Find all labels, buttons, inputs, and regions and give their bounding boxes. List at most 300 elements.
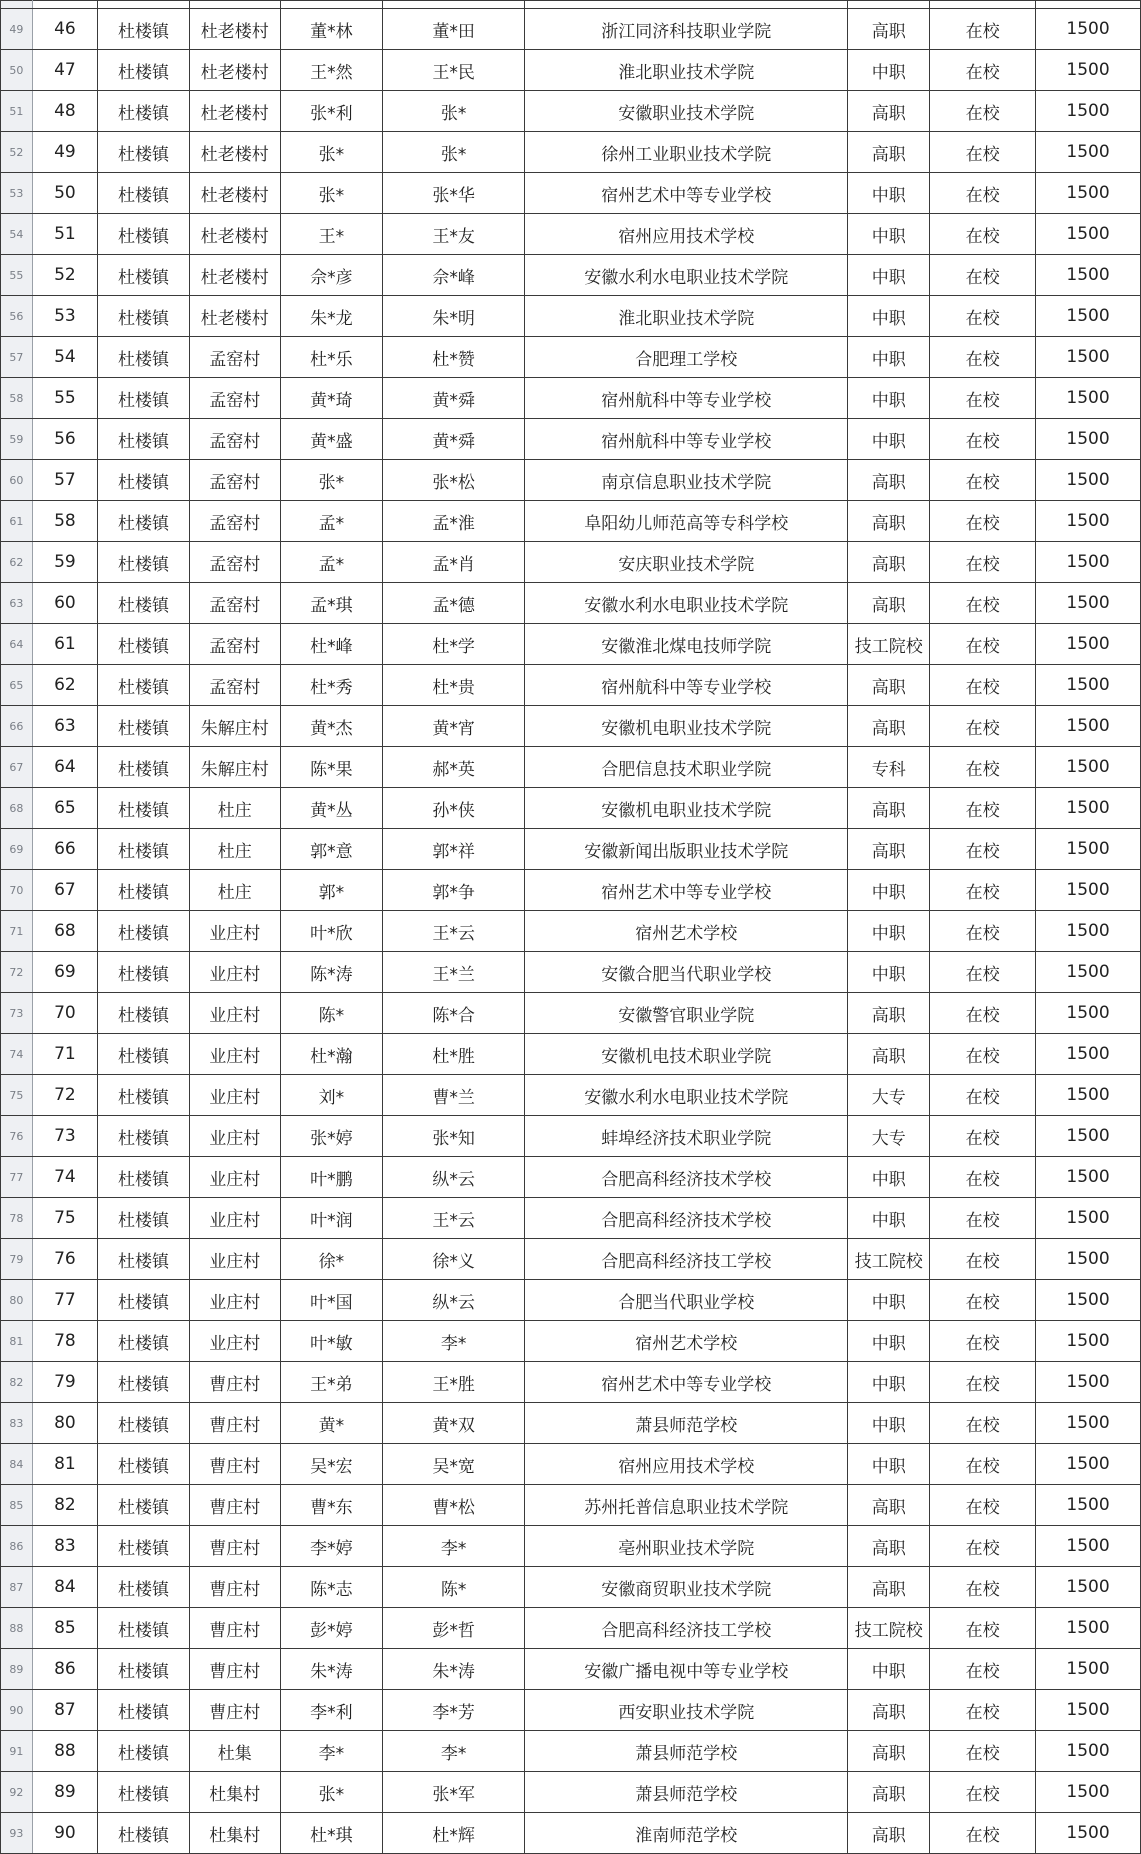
row-number-cell: 78 [1,1198,33,1239]
guardian-name-cell: 杜*贵 [383,665,525,706]
table-row [1,1362,1141,1403]
village-cell: 曹庄村 [189,1649,280,1690]
school-name-cell: 安徽机电职业技术学院 [525,788,848,829]
subsidy-amount-cell: 1500 [1036,829,1141,870]
table-row [1,870,1141,911]
serial-number-cell: 90 [32,1813,98,1854]
serial-number-cell: 56 [32,419,98,460]
subsidy-amount-cell: 1500 [1036,1362,1141,1403]
enrollment-status-cell: 在校 [930,870,1036,911]
table-row [1,9,1141,50]
education-level-cell: 中职 [848,255,930,296]
table-row [1,1403,1141,1444]
serial-number-cell: 73 [32,1116,98,1157]
row-number-cell: 66 [1,706,33,747]
serial-number-cell: 60 [32,583,98,624]
enrollment-status-cell: 在校 [930,1075,1036,1116]
subsidy-amount-cell: 1500 [1036,706,1141,747]
student-name-cell: 王*弟 [280,1362,383,1403]
serial-number-cell: 63 [32,706,98,747]
serial-number-cell: 59 [32,542,98,583]
table-row [1,296,1141,337]
guardian-name-cell: 徐*义 [383,1239,525,1280]
village-cell: 杜老楼村 [189,132,280,173]
school-name-cell: 萧县师范学校 [525,1731,848,1772]
education-level-cell: 高职 [848,1567,930,1608]
subsidy-amount-cell: 1500 [1036,378,1141,419]
education-level-cell: 高职 [848,1813,930,1854]
village-cell: 孟窑村 [189,583,280,624]
table-row [1,1116,1141,1157]
enrollment-status-cell: 在校 [930,91,1036,132]
serial-number-cell: 82 [32,1485,98,1526]
row-number-cell: 61 [1,501,33,542]
student-name-cell: 杜*瀚 [280,1034,383,1075]
student-name-cell: 陈*涛 [280,952,383,993]
student-name-cell: 黄*盛 [280,419,383,460]
table-row [1,1157,1141,1198]
town-cell: 杜楼镇 [98,788,190,829]
town-cell: 杜楼镇 [98,1526,190,1567]
school-name-cell: 宿州艺术中等专业学校 [525,870,848,911]
education-level-cell: 大专 [848,1116,930,1157]
student-name-cell: 李* [280,1731,383,1772]
subsidy-amount-cell: 1500 [1036,173,1141,214]
guardian-name-cell: 董*田 [383,9,525,50]
village-cell: 曹庄村 [189,1608,280,1649]
village-cell: 业庄村 [189,1198,280,1239]
row-number-cell: 53 [1,173,33,214]
guardian-name-cell: 孙*侠 [383,788,525,829]
town-cell: 杜楼镇 [98,132,190,173]
serial-number-cell: 46 [32,9,98,50]
row-number-cell: 71 [1,911,33,952]
subsidy-amount-cell: 1500 [1036,419,1141,460]
village-cell: 业庄村 [189,1280,280,1321]
row-number-cell: 86 [1,1526,33,1567]
student-name-cell: 郭* [280,870,383,911]
table-row [1,911,1141,952]
village-cell: 孟窑村 [189,460,280,501]
village-cell: 杜老楼村 [189,173,280,214]
town-cell: 杜楼镇 [98,214,190,255]
education-level-cell: 中职 [848,1403,930,1444]
school-name-cell: 浙江同济科技职业学院 [525,9,848,50]
row-number-cell: 81 [1,1321,33,1362]
subsidy-amount-cell: 1500 [1036,132,1141,173]
school-name-cell: 安徽商贸职业技术学院 [525,1567,848,1608]
subsidy-amount-cell: 1500 [1036,1198,1141,1239]
school-name-cell: 合肥高科经济技工学校 [525,1608,848,1649]
town-cell: 杜楼镇 [98,665,190,706]
education-level-cell: 高职 [848,1485,930,1526]
serial-number-cell: 69 [32,952,98,993]
subsidy-amount-cell: 1500 [1036,1239,1141,1280]
town-cell: 杜楼镇 [98,501,190,542]
table-row [1,788,1141,829]
serial-number-cell: 51 [32,214,98,255]
education-level-cell: 高职 [848,1526,930,1567]
town-cell: 杜楼镇 [98,829,190,870]
subsidy-amount-cell: 1500 [1036,214,1141,255]
serial-number-cell: 58 [32,501,98,542]
village-cell: 曹庄村 [189,1526,280,1567]
town-cell: 杜楼镇 [98,583,190,624]
row-number-cell: 70 [1,870,33,911]
student-name-cell: 佘*彦 [280,255,383,296]
guardian-name-cell: 陈* [383,1567,525,1608]
student-name-cell: 叶*国 [280,1280,383,1321]
education-level-cell: 专科 [848,747,930,788]
table-row [1,173,1141,214]
row-number-cell: 83 [1,1403,33,1444]
enrollment-status-cell: 在校 [930,1362,1036,1403]
guardian-name-cell: 陈*合 [383,993,525,1034]
guardian-name-cell: 朱*明 [383,296,525,337]
row-number-cell: 67 [1,747,33,788]
enrollment-status-cell: 在校 [930,747,1036,788]
table-row [1,501,1141,542]
serial-number-cell: 68 [32,911,98,952]
serial-number-cell: 57 [32,460,98,501]
serial-number-cell: 53 [32,296,98,337]
table-row [1,624,1141,665]
guardian-name-cell: 王*友 [383,214,525,255]
guardian-name-cell: 杜*辉 [383,1813,525,1854]
subsidy-amount-cell: 1500 [1036,1116,1141,1157]
student-name-cell: 黄*丛 [280,788,383,829]
enrollment-status-cell: 在校 [930,1157,1036,1198]
education-level-cell: 高职 [848,788,930,829]
row-number-cell: 49 [1,9,33,50]
clipped-header-row [1,1,1141,9]
subsidy-amount-cell: 1500 [1036,1075,1141,1116]
table-row [1,1444,1141,1485]
school-name-cell: 安徽警官职业学院 [525,993,848,1034]
table-row [1,542,1141,583]
school-name-cell: 宿州艺术中等专业学校 [525,1362,848,1403]
village-cell: 孟窑村 [189,378,280,419]
town-cell: 杜楼镇 [98,911,190,952]
village-cell: 朱解庄村 [189,747,280,788]
education-level-cell: 技工院校 [848,1239,930,1280]
serial-number-cell: 74 [32,1157,98,1198]
guardian-name-cell: 纵*云 [383,1157,525,1198]
enrollment-status-cell: 在校 [930,1485,1036,1526]
school-name-cell: 蚌埠经济技术职业学院 [525,1116,848,1157]
table-row [1,1772,1141,1813]
village-cell: 杜庄 [189,788,280,829]
subsidy-amount-cell: 1500 [1036,501,1141,542]
student-name-cell: 彭*婷 [280,1608,383,1649]
guardian-name-cell: 吴*宽 [383,1444,525,1485]
enrollment-status-cell: 在校 [930,624,1036,665]
student-name-cell: 王*然 [280,50,383,91]
village-cell: 杜集村 [189,1772,280,1813]
school-name-cell: 苏州托普信息职业技术学院 [525,1485,848,1526]
guardian-name-cell: 张*松 [383,460,525,501]
serial-number-cell: 80 [32,1403,98,1444]
subsidy-amount-cell: 1500 [1036,1731,1141,1772]
enrollment-status-cell: 在校 [930,1198,1036,1239]
village-cell: 杜老楼村 [189,255,280,296]
school-name-cell: 宿州航科中等专业学校 [525,665,848,706]
enrollment-status-cell: 在校 [930,1772,1036,1813]
town-cell: 杜楼镇 [98,1444,190,1485]
school-name-cell: 宿州艺术中等专业学校 [525,173,848,214]
student-name-cell: 孟*琪 [280,583,383,624]
town-cell: 杜楼镇 [98,296,190,337]
school-name-cell: 安庆职业技术学院 [525,542,848,583]
subsidy-amount-cell: 1500 [1036,788,1141,829]
enrollment-status-cell: 在校 [930,50,1036,91]
enrollment-status-cell: 在校 [930,296,1036,337]
education-level-cell: 中职 [848,1362,930,1403]
town-cell: 杜楼镇 [98,1690,190,1731]
town-cell: 杜楼镇 [98,1157,190,1198]
town-cell: 杜楼镇 [98,747,190,788]
table-row [1,50,1141,91]
table-row [1,1567,1141,1608]
enrollment-status-cell: 在校 [930,1403,1036,1444]
enrollment-status-cell: 在校 [930,952,1036,993]
serial-number-cell: 61 [32,624,98,665]
row-number-cell: 69 [1,829,33,870]
table-row [1,583,1141,624]
town-cell: 杜楼镇 [98,9,190,50]
school-name-cell: 阜阳幼儿师范高等专科学校 [525,501,848,542]
enrollment-status-cell: 在校 [930,173,1036,214]
village-cell: 业庄村 [189,1075,280,1116]
guardian-name-cell: 郝*英 [383,747,525,788]
guardian-name-cell: 王*民 [383,50,525,91]
town-cell: 杜楼镇 [98,1731,190,1772]
serial-number-cell: 72 [32,1075,98,1116]
village-cell: 杜庄 [189,870,280,911]
school-name-cell: 淮北职业技术学院 [525,50,848,91]
table-row [1,337,1141,378]
subsidy-amount-cell: 1500 [1036,993,1141,1034]
subsidy-amount-cell: 1500 [1036,1485,1141,1526]
subsidy-amount-cell: 1500 [1036,296,1141,337]
enrollment-status-cell: 在校 [930,1649,1036,1690]
subsidy-amount-cell: 1500 [1036,1526,1141,1567]
serial-number-cell: 70 [32,993,98,1034]
subsidy-amount-cell: 1500 [1036,1649,1141,1690]
school-name-cell: 合肥高科经济技工学校 [525,1239,848,1280]
guardian-name-cell: 王*云 [383,911,525,952]
student-name-cell: 黄*杰 [280,706,383,747]
guardian-name-cell: 张* [383,132,525,173]
subsidy-amount-cell: 1500 [1036,1321,1141,1362]
enrollment-status-cell: 在校 [930,829,1036,870]
enrollment-status-cell: 在校 [930,9,1036,50]
enrollment-status-cell: 在校 [930,1731,1036,1772]
town-cell: 杜楼镇 [98,1321,190,1362]
student-name-cell: 徐* [280,1239,383,1280]
school-name-cell: 安徽合肥当代职业学校 [525,952,848,993]
village-cell: 杜集村 [189,1813,280,1854]
enrollment-status-cell: 在校 [930,1280,1036,1321]
subsidy-amount-cell: 1500 [1036,1690,1141,1731]
subsidy-amount-cell: 1500 [1036,952,1141,993]
village-cell: 杜老楼村 [189,9,280,50]
education-level-cell: 高职 [848,1731,930,1772]
enrollment-status-cell: 在校 [930,993,1036,1034]
town-cell: 杜楼镇 [98,1075,190,1116]
table-row [1,1075,1141,1116]
subsidy-amount-cell: 1500 [1036,91,1141,132]
school-name-cell: 淮南师范学校 [525,1813,848,1854]
school-name-cell: 徐州工业职业技术学院 [525,132,848,173]
table-row [1,1608,1141,1649]
guardian-name-cell: 黄*双 [383,1403,525,1444]
row-number-cell: 92 [1,1772,33,1813]
guardian-name-cell: 王*兰 [383,952,525,993]
subsidy-amount-cell: 1500 [1036,255,1141,296]
education-level-cell: 高职 [848,132,930,173]
row-number-cell: 57 [1,337,33,378]
subsidy-amount-cell: 1500 [1036,1444,1141,1485]
student-name-cell: 张* [280,173,383,214]
serial-number-cell: 87 [32,1690,98,1731]
serial-number-cell: 47 [32,50,98,91]
guardian-name-cell: 杜*胜 [383,1034,525,1075]
table-row [1,91,1141,132]
table-row [1,214,1141,255]
table-row [1,665,1141,706]
table-row [1,1034,1141,1075]
education-level-cell: 中职 [848,378,930,419]
table-row [1,1731,1141,1772]
subsidy-amount-cell: 1500 [1036,747,1141,788]
town-cell: 杜楼镇 [98,1239,190,1280]
table-row [1,1690,1141,1731]
town-cell: 杜楼镇 [98,993,190,1034]
school-name-cell: 安徽机电职业技术学院 [525,706,848,747]
serial-number-cell: 55 [32,378,98,419]
enrollment-status-cell: 在校 [930,1444,1036,1485]
row-number-cell: 73 [1,993,33,1034]
enrollment-status-cell: 在校 [930,132,1036,173]
row-number-cell: 79 [1,1239,33,1280]
table-row [1,419,1141,460]
row-number-cell: 76 [1,1116,33,1157]
education-level-cell: 高职 [848,1034,930,1075]
education-level-cell: 高职 [848,1690,930,1731]
table-row [1,1198,1141,1239]
education-level-cell: 技工院校 [848,624,930,665]
enrollment-status-cell: 在校 [930,542,1036,583]
village-cell: 曹庄村 [189,1444,280,1485]
enrollment-status-cell: 在校 [930,1526,1036,1567]
town-cell: 杜楼镇 [98,1362,190,1403]
village-cell: 孟窑村 [189,624,280,665]
serial-number-cell: 83 [32,1526,98,1567]
education-level-cell: 大专 [848,1075,930,1116]
town-cell: 杜楼镇 [98,1280,190,1321]
village-cell: 杜老楼村 [189,91,280,132]
row-number-cell: 60 [1,460,33,501]
table-row [1,747,1141,788]
school-name-cell: 宿州航科中等专业学校 [525,419,848,460]
student-name-cell: 张*婷 [280,1116,383,1157]
row-number-cell: 51 [1,91,33,132]
village-cell: 业庄村 [189,993,280,1034]
table-row [1,829,1141,870]
village-cell: 曹庄村 [189,1690,280,1731]
student-name-cell: 陈* [280,993,383,1034]
village-cell: 曹庄村 [189,1362,280,1403]
town-cell: 杜楼镇 [98,460,190,501]
town-cell: 杜楼镇 [98,419,190,460]
education-level-cell: 中职 [848,1444,930,1485]
subsidy-amount-cell: 1500 [1036,542,1141,583]
village-cell: 杜老楼村 [189,296,280,337]
town-cell: 杜楼镇 [98,91,190,132]
row-number-cell: 82 [1,1362,33,1403]
table-row [1,460,1141,501]
student-name-cell: 杜*乐 [280,337,383,378]
row-number-cell: 64 [1,624,33,665]
serial-number-cell: 54 [32,337,98,378]
enrollment-status-cell: 在校 [930,214,1036,255]
town-cell: 杜楼镇 [98,1608,190,1649]
student-name-cell: 张* [280,460,383,501]
school-name-cell: 宿州应用技术学校 [525,1444,848,1485]
table-row [1,1649,1141,1690]
guardian-name-cell: 曹*兰 [383,1075,525,1116]
enrollment-status-cell: 在校 [930,1034,1036,1075]
subsidy-amount-cell: 1500 [1036,1157,1141,1198]
guardian-name-cell: 朱*涛 [383,1649,525,1690]
subsidy-amount-cell: 1500 [1036,870,1141,911]
school-name-cell: 合肥高科经济技术学校 [525,1157,848,1198]
village-cell: 杜庄 [189,829,280,870]
row-number-cell: 72 [1,952,33,993]
town-cell: 杜楼镇 [98,1198,190,1239]
school-name-cell: 萧县师范学校 [525,1403,848,1444]
subsidy-amount-cell: 1500 [1036,1280,1141,1321]
village-cell: 业庄村 [189,1034,280,1075]
school-name-cell: 安徽新闻出版职业技术学院 [525,829,848,870]
row-number-cell: 56 [1,296,33,337]
education-level-cell: 高职 [848,91,930,132]
education-level-cell: 中职 [848,1198,930,1239]
serial-number-cell: 64 [32,747,98,788]
town-cell: 杜楼镇 [98,1813,190,1854]
guardian-name-cell: 孟*肖 [383,542,525,583]
town-cell: 杜楼镇 [98,542,190,583]
education-level-cell: 高职 [848,706,930,747]
village-cell: 杜老楼村 [189,214,280,255]
village-cell: 曹庄村 [189,1485,280,1526]
serial-number-cell: 84 [32,1567,98,1608]
enrollment-status-cell: 在校 [930,706,1036,747]
town-cell: 杜楼镇 [98,706,190,747]
student-name-cell: 杜*峰 [280,624,383,665]
school-name-cell: 亳州职业技术学院 [525,1526,848,1567]
enrollment-status-cell: 在校 [930,1116,1036,1157]
education-level-cell: 技工院校 [848,1608,930,1649]
education-level-cell: 高职 [848,583,930,624]
table-row [1,706,1141,747]
education-level-cell: 高职 [848,542,930,583]
table-row [1,255,1141,296]
enrollment-status-cell: 在校 [930,501,1036,542]
student-name-cell: 杜*秀 [280,665,383,706]
row-number-cell: 59 [1,419,33,460]
